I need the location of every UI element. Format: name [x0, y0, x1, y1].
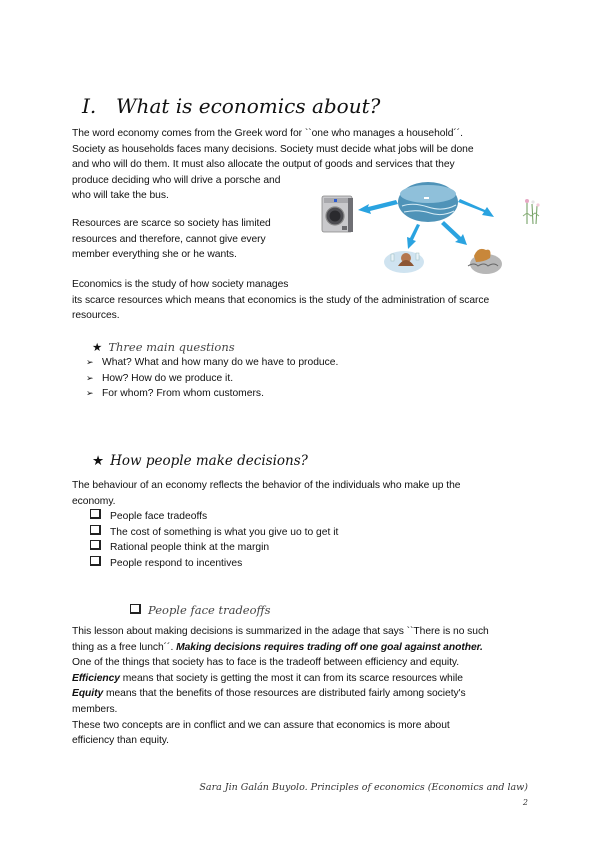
text-line: produce deciding who will drive a porsche and — [72, 174, 281, 186]
star-bullet-icon: ★ — [92, 453, 105, 469]
text-line: One of the things that society has to face is the tradeoff between efficiency and equity. — [72, 657, 460, 669]
list-item: People face tradeoffs — [90, 509, 338, 525]
text-line: and who will do them. It must also allocate the output of goods and services that they — [72, 159, 455, 171]
list-item: The cost of something is what you give uo to get it — [90, 525, 338, 541]
resource-allocation-figure — [318, 180, 550, 276]
subheading-three-questions: ★ Three main questions — [92, 340, 235, 354]
decisions-paragraph — [72, 478, 460, 509]
text-line: Resources are scarce so society has limited — [72, 218, 271, 229]
scarcity-paragraph — [72, 216, 271, 263]
text-line: economy. — [72, 495, 116, 507]
person-drinking-icon — [384, 251, 424, 273]
allocation-diagram-icon — [318, 180, 550, 276]
text-line: efficiency than equity. — [72, 735, 169, 747]
term-efficiency: Efficiency — [72, 672, 120, 684]
text-line: The behaviour of an economy reflects the behavior of the individuals who make up the — [72, 480, 461, 491]
text-line: members. — [72, 703, 118, 715]
checkbox-bullet-icon — [90, 525, 101, 535]
text-line: Equity means that the benefits of those resources are distributed fairly among society's — [72, 688, 466, 700]
text-line: thing as a free lunch´´. Making decisions requires trading off one goal against another. — [72, 641, 483, 653]
text-line: resources. — [72, 310, 120, 322]
footer-author: Sara Jin Galán Buyolo. Principles of economics (Economics and law) — [199, 782, 528, 793]
text-line: Economics is the study of how society manages — [72, 279, 289, 290]
checkbox-bullet-icon — [90, 509, 101, 519]
list-item: ➢ How? How do we produce it. — [86, 371, 338, 387]
text-line: This lesson about making decisions is summarized in the adage that says ``There is no such — [72, 626, 489, 637]
dog-icon — [468, 249, 502, 274]
text-line: Efficiency means that society is getting the most it can from its scarce resources while — [72, 672, 463, 684]
text-line: Society as households faces many decisions. Society must decide what jobs will be done — [72, 143, 474, 155]
checkbox-bullet-icon — [90, 540, 101, 550]
section-number: I. — [82, 94, 97, 118]
three-questions-list — [86, 355, 338, 402]
text-line: who will take the bus. — [72, 190, 169, 202]
subheading-tradeoffs: People face tradeoffs — [130, 603, 271, 617]
text-line: its scarce resources which means that economics is the study of the administration of scarce — [72, 294, 490, 306]
section-heading — [82, 94, 380, 118]
term-equity: Equity — [72, 688, 104, 700]
section-title: What is economics about? — [116, 94, 381, 118]
checkbox-bullet-icon — [130, 604, 141, 614]
washing-machine-icon — [322, 196, 353, 232]
text-line: resources and therefore, cannot give every — [72, 233, 266, 245]
text-line: The word economy comes from the Greek word for ``one who manages a household´´. — [72, 128, 463, 139]
emphasis-text: Making decisions requires trading off one goal against another. — [176, 641, 483, 653]
principles-list — [90, 509, 338, 571]
list-item: People respond to incentives — [90, 556, 338, 572]
subheading-decisions: ★ How people make decisions? — [92, 453, 308, 469]
list-item: ➢ What? What and how many do we have to produce. — [86, 355, 338, 371]
page-number: 2 — [522, 798, 528, 807]
list-item: Rational people think at the margin — [90, 540, 338, 556]
flowers-icon — [523, 199, 540, 224]
checkbox-bullet-icon — [90, 556, 101, 566]
tradeoffs-paragraph — [72, 624, 489, 749]
text-line: member everything she or he wants. — [72, 249, 237, 261]
ocean-icon — [398, 182, 458, 222]
definition-paragraph — [72, 277, 489, 324]
star-bullet-icon: ★ — [92, 340, 103, 354]
text-line: These two concepts are in conflict and we can assure that economics is more about — [72, 719, 450, 731]
list-item: ➢ For whom? From whom customers. — [86, 386, 338, 402]
